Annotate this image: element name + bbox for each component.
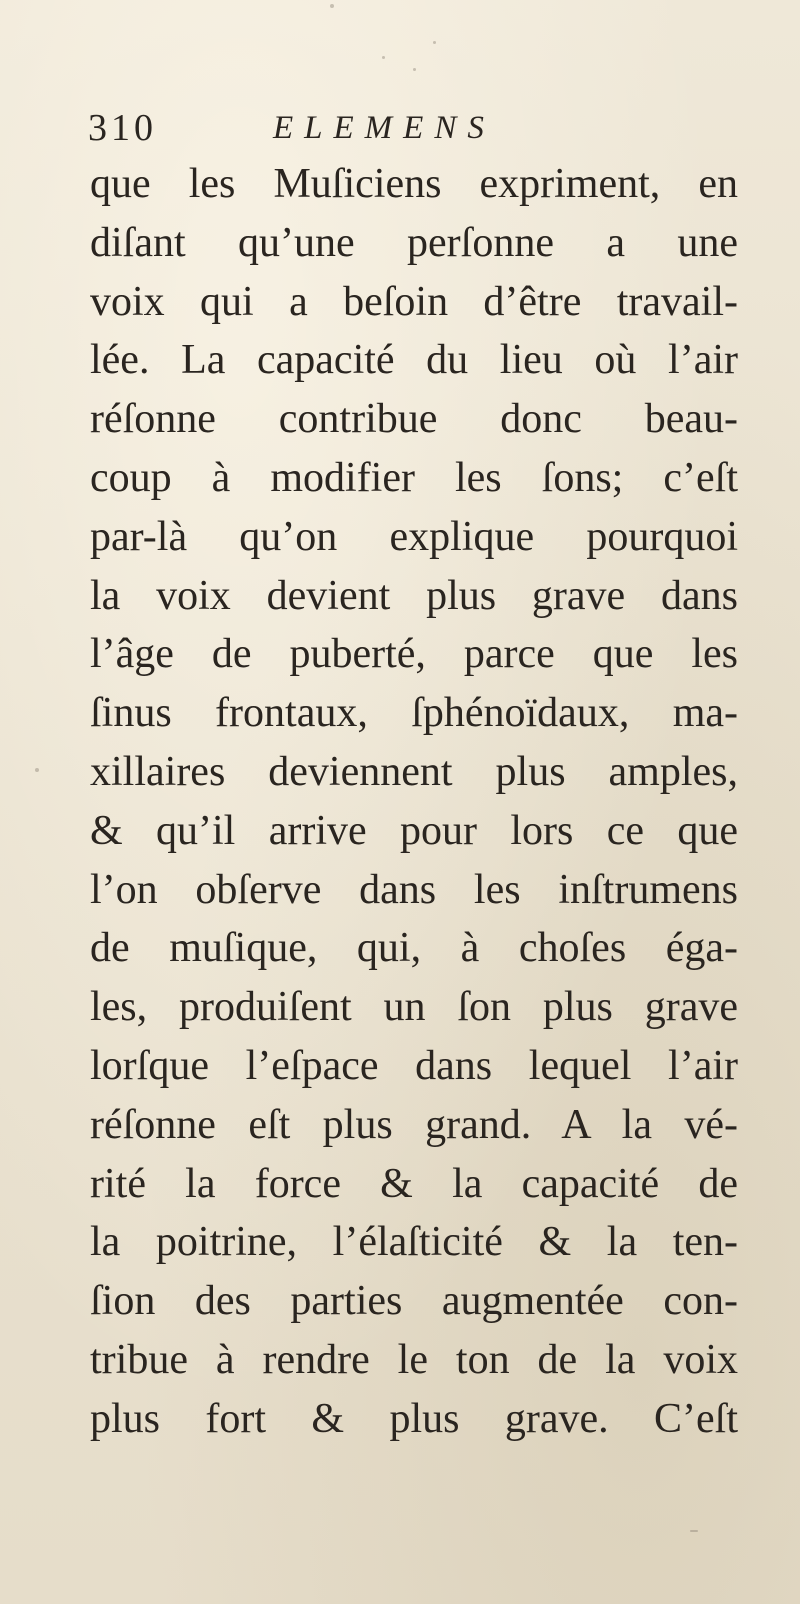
text-line: de muſique, qui, à choſes éga- [90, 925, 738, 972]
body-text [90, 155, 738, 1449]
paper-speck [433, 41, 436, 44]
text-line: réſonne eſt plus grand. A la vé- [90, 1101, 738, 1148]
text-line: la poitrine, l’élaſticité & la ten- [90, 1219, 738, 1266]
running-title: ELEMENS [273, 110, 495, 146]
paper-speck [690, 1530, 698, 1532]
page-number: 310 [88, 107, 157, 149]
paper-speck [330, 4, 334, 8]
paper-speck [35, 768, 39, 772]
text-line: lorſque l’eſpace dans lequel l’air [90, 1042, 738, 1089]
text-line: tribue à rendre le ton de la voix [90, 1336, 738, 1383]
text-line: que les Muſiciens expriment, en [90, 161, 738, 207]
text-line: réſonne contribue donc beau- [90, 396, 738, 443]
text-line: ſion des parties augmentée con- [90, 1278, 738, 1325]
text-line: par-là qu’on explique pourquoi [90, 513, 738, 560]
text-line: l’âge de puberté, parce que les [90, 631, 738, 678]
running-head [88, 103, 608, 153]
text-line: l’on obſerve dans les inſtrumens [90, 866, 738, 913]
text-line: rité la force & la capacité de [90, 1160, 738, 1207]
text-line: voix qui a beſoin d’être travail- [90, 278, 738, 325]
text-line: diſant qu’une perſonne a une [90, 219, 738, 266]
text-line: la voix devient plus grave dans [90, 572, 738, 619]
text-line: plus fort & plus grave. C’eſt [90, 1395, 738, 1442]
text-line: xillaires deviennent plus amples, [90, 748, 738, 795]
paper-speck [382, 56, 385, 59]
text-line: & qu’il arrive pour lors ce que [90, 807, 738, 854]
text-line: les, produiſent un ſon plus grave [90, 984, 738, 1031]
text-line: coup à modifier les ſons; c’eſt [90, 454, 738, 501]
paper-speck [413, 68, 416, 71]
text-line: ſinus frontaux, ſphénoïdaux, ma- [90, 690, 738, 737]
text-line: lée. La capacité du lieu où l’air [90, 337, 738, 384]
